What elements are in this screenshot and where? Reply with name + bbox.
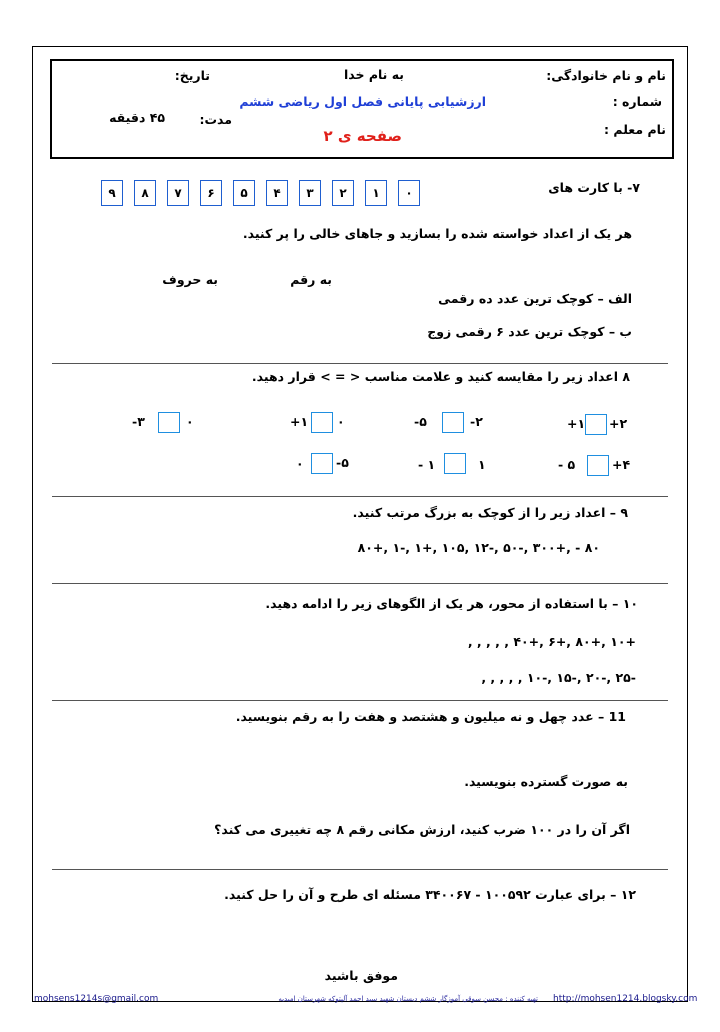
q8-answer-box[interactable] (311, 412, 333, 433)
divider (52, 363, 668, 364)
q8-r2-b-right: ۱ (478, 457, 486, 472)
q10-title: ۱۰ – با استفاده از محور، هر یک از الگوهای زیر را ادامه دهید. (265, 596, 638, 611)
divider (52, 496, 668, 497)
teacher-name-label: نام معلم : (604, 122, 666, 137)
bismillah: به نام خدا (343, 67, 404, 82)
digit-card: ۹ (101, 180, 123, 206)
q7-header-digits: به رقم (290, 272, 332, 287)
digit-card: ۶ (200, 180, 222, 206)
q8-r2-c-right: -۵ (336, 455, 349, 470)
q9-title: ۹ – اعداد زیر را از کوچک به بزرگ مرتب کنید. (352, 505, 628, 520)
digit-card: ۵ (233, 180, 255, 206)
q8-r1-c-right: ۰ (337, 414, 345, 429)
duration-label: مدت: (199, 112, 232, 127)
number-label: شماره : (612, 94, 662, 109)
q8-answer-box[interactable] (444, 453, 466, 474)
digit-card: ۱ (365, 180, 387, 206)
q8-r1-a-left: +۱ (567, 416, 586, 431)
q8-answer-box[interactable] (587, 455, 609, 476)
q8-title: ۸ اعداد زیر را مقایسه کنید و علامت مناسب < = > قرار دهید. (251, 369, 630, 384)
q8-r2-b-left: - ۱ (418, 457, 436, 472)
digit-card: ۸ (134, 180, 156, 206)
q10-pattern-1: +۱۰ ,+۸۰ ,+۶ ,+۴۰ , , , , , (467, 634, 636, 649)
footer-email[interactable]: mohsens1214s@gmail.com (34, 994, 159, 1004)
digit-card: ۲ (332, 180, 354, 206)
q8-r1-d-left: -۳ (132, 414, 145, 429)
q11-title: 11 – عدد چهل و نه میلیون و هشتصد و هفت را به رقم بنویسید. (235, 709, 626, 724)
q8-r1-c-left: +۱ (290, 414, 309, 429)
q11-question: اگر آن را در ۱۰۰ ضرب کنید، ارزش مکانی رقم ۸ چه تغییری می کند؟ (214, 822, 630, 837)
q8-r1-a-right: +۲ (609, 416, 628, 431)
q8-r1-b-left: -۵ (414, 414, 427, 429)
digit-card: ۰ (398, 180, 420, 206)
q7-header-words: به حروف (162, 272, 218, 287)
q8-r2-c-left: ۰ (296, 456, 304, 471)
duration-value: ۴۵ دقیقه (109, 110, 165, 125)
digit-card: ۴ (266, 180, 288, 206)
exam-title: ارزشیابی پایانی فصل اول ریاضی ششم (239, 94, 486, 109)
q8-answer-box[interactable] (158, 412, 180, 433)
digit-card: ۷ (167, 180, 189, 206)
q7-item-a: الف – کوچک ترین عدد ده رقمی (438, 291, 632, 306)
divider (52, 700, 668, 701)
q8-r2-a-right: +۴ (612, 457, 631, 472)
good-luck: موفق باشید (324, 968, 398, 983)
q7-item-b: ب – کوچک ترین عدد ۶ رقمی زوج (427, 324, 632, 339)
student-name-label: نام و نام خانوادگی: (546, 68, 666, 83)
divider (52, 583, 668, 584)
q10-pattern-2: -۲۵ ,-۲۰ ,-۱۵ ,-۱۰ , , , , , (481, 670, 636, 685)
q8-answer-box[interactable] (442, 412, 464, 433)
q12-title: ۱۲ – برای عبارت ۱۰۰۵۹۲ - ۳۴۰۰۶۷ مسئله ای طرح و آن را حل کنید. (224, 887, 636, 902)
footer-blog[interactable]: http://mohsen1214.blogsky.com (553, 994, 698, 1004)
q8-r1-d-right: ۰ (186, 414, 194, 429)
q8-answer-box[interactable] (585, 414, 607, 435)
q9-numbers: ۸۰ - ,+۳۰۰ ,-۵۰ ,-۱۲ ,۱۰۵ ,+۱ ,-۱ ,+۸۰ (357, 540, 600, 555)
q8-r2-a-left: - ۵ (558, 457, 576, 472)
date-label: تاریخ: (174, 68, 210, 83)
footer-credit: تهیه کننده : محسن سوقی آموزگار ششم دبستان شهید سید احمد آلپتوکه شهرستان امیدیه (278, 995, 538, 1003)
q7-instruction: هر یک از اعداد خواسته شده را بسازید و جاهای خالی را پر کنید. (242, 226, 632, 241)
q11-expanded: به صورت گسترده بنویسید. (464, 774, 628, 789)
q8-r1-b-right: -۲ (470, 414, 483, 429)
digit-card: ۳ (299, 180, 321, 206)
page-number-title: صفحه ی ۲ (323, 127, 402, 145)
q8-answer-box[interactable] (311, 453, 333, 474)
divider (52, 869, 668, 870)
q7-title: ۷- با کارت های (548, 180, 640, 195)
